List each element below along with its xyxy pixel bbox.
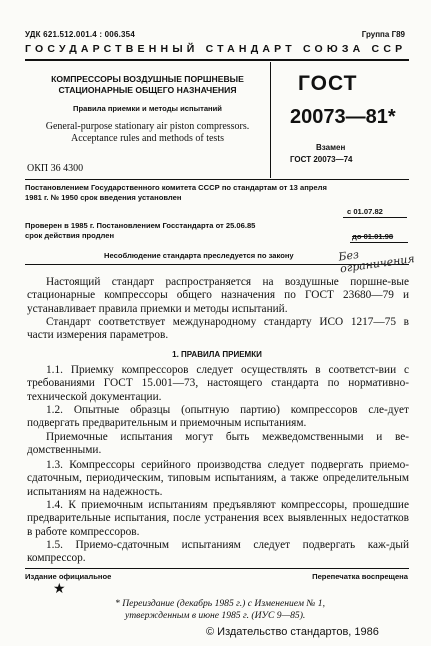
- reissue-line1: * Переиздание (декабрь 1985 г.) с Изменением № 1,: [115, 598, 325, 609]
- title-en-line1: General-purpose stationary air piston compressors.: [45, 121, 250, 132]
- section-paragraph-1-5: 1.5. Приемо-сдаточным испытаниям следует подвергать каж-дый компрессор.: [27, 539, 409, 565]
- reprint-prohibited: Перепечатка воспрещена: [312, 572, 408, 581]
- effective-date: с 01.07.82: [347, 207, 383, 216]
- decree-line2: 1981 г. № 1950 срок введения установлен: [25, 193, 182, 202]
- gost-label: ГОСТ: [298, 72, 358, 95]
- section-paragraph-1-3: 1.3. Компрессоры серийного производства следует подвергать приемо-сдаточным, периодическим, типовым испытаниям, а также определительным испытаниям на надежность.: [27, 459, 409, 498]
- checked-line1: Проверен в 1985 г. Постановлением Госстандарта от 25.06.85: [25, 221, 256, 230]
- title-divider: [270, 62, 271, 178]
- subtitle-ru: Правила приемки и методы испытаний: [73, 104, 222, 113]
- header-rule: [25, 59, 409, 61]
- section-paragraph-1-2: 1.2. Опытные образцы (опытную партию) компрессоров сле-дует подвергать предварительным и приемочным испытаниям.: [27, 404, 409, 430]
- udk-code: УДК 621.512.001.4 : 006.354: [25, 30, 135, 39]
- footer-rule: [25, 568, 409, 569]
- decree-text: [25, 183, 327, 203]
- section-title: 1. ПРАВИЛА ПРИЕМКИ: [172, 350, 262, 359]
- section-paragraph-1-2b: Приемочные испытания могут быть межведомственными и ве-домственными.: [27, 431, 409, 457]
- gost-number: 20073—81*: [290, 106, 396, 128]
- intro-paragraph-1: Настоящий стандарт распространяется на воздушные поршне-вые стационарные компрессоры общего назначения по ГОСТ 23680—79 и устанавливает правила приемки и методы испытаний.: [27, 276, 409, 315]
- state-standard-banner: ГОСУДАРСТВЕННЫЙ СТАНДАРТ СОЮЗА ССР: [25, 43, 407, 55]
- section-paragraph-1-4: 1.4. К приемочным испытаниям предъявляют компрессоры, прошедшие предварительные испытания, после устранения всех выявленных недостатков в работе компрессоров.: [27, 499, 409, 538]
- title-ru: [25, 74, 270, 96]
- section-paragraph-1-1: 1.1. Приемку компрессоров следует осуществлять в соответст-вии с требованиями ГОСТ 15.001—73, настоящего стандарта по нормативно-технической документации.: [27, 364, 409, 403]
- replaces-label: Взамен: [316, 143, 346, 152]
- violation-notice: Несоблюдение стандарта преследуется по закону: [104, 251, 294, 260]
- title-en: [25, 121, 270, 144]
- handwritten-note: Без ограничения: [337, 247, 416, 276]
- checked-line2: срок действия продлен: [25, 231, 115, 240]
- effective-date-underline: [343, 217, 407, 218]
- title-en-line2: Acceptance rules and methods of tests: [70, 132, 224, 144]
- title-ru-line2: СТАЦИОНАРНЫЕ ОБЩЕГО НАЗНАЧЕНИЯ: [58, 85, 237, 95]
- intro-paragraph-2: Стандарт соответствует международному стандарту ИСО 1217—75 в части измерения параметров.: [27, 316, 409, 342]
- star-mark: ★: [53, 582, 66, 597]
- official-edition: Издание официальное: [25, 572, 112, 581]
- checked-text: [25, 221, 255, 241]
- struck-date: до 01.01.98: [352, 232, 394, 241]
- okp-code: ОКП 36 4300: [27, 163, 84, 174]
- reissue-note: [115, 598, 325, 621]
- title-ru-line1: КОМПРЕССОРЫ ВОЗДУШНЫЕ ПОРШНЕВЫЕ: [51, 74, 244, 84]
- reissue-line2: утвержденным в июне 1985 г. (ИУС 9—85).: [125, 609, 306, 621]
- copyright: © Издательство стандартов, 1986: [206, 626, 379, 638]
- title-block-rule: [25, 179, 409, 180]
- group-code: Группа Г89: [361, 30, 405, 39]
- decree-line1: Постановлением Государственного комитета СССР по стандартам от 13 апреля: [25, 183, 327, 192]
- replaces-value: ГОСТ 20073—74: [290, 155, 353, 164]
